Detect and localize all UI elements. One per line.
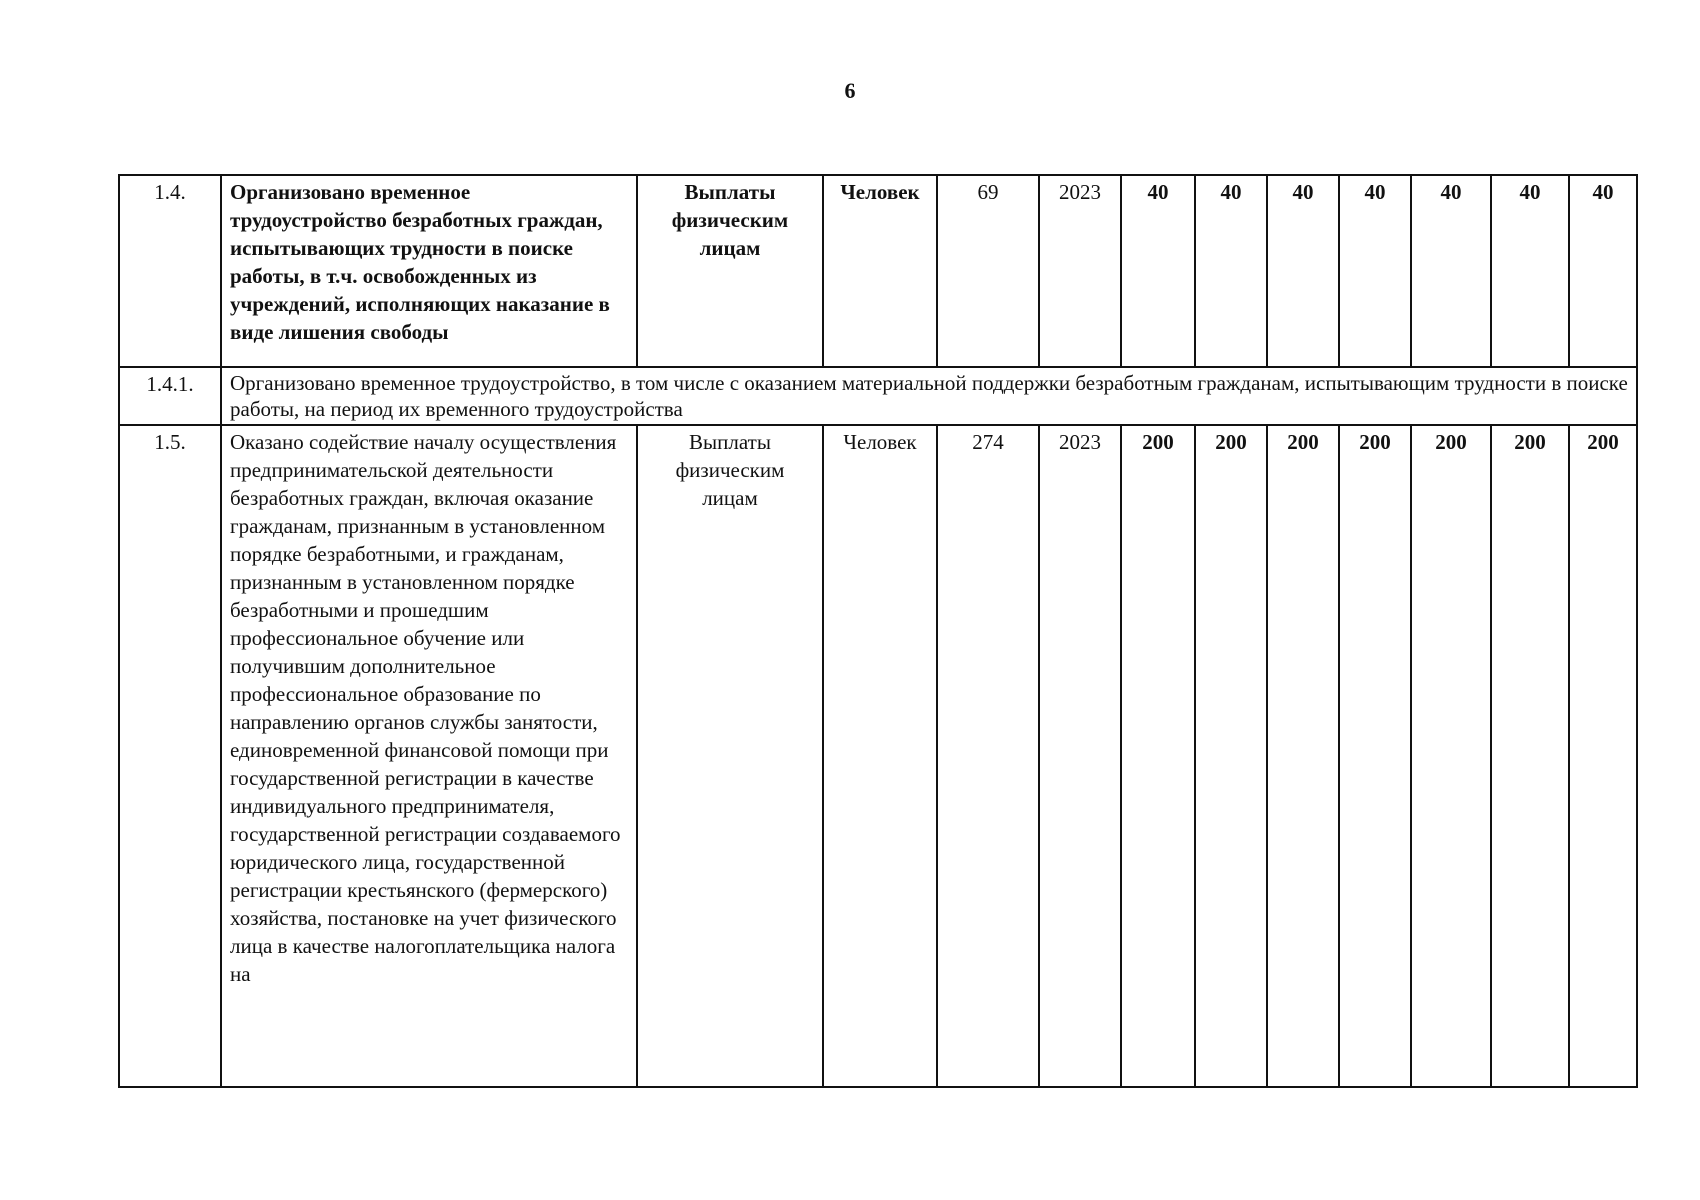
row-number: 1.4. [119,175,221,367]
unit: Человек [823,425,937,1087]
row-description: Организовано временное трудоустройство, в том числе с оказанием материальной поддержки безработным гражданам, испытывающим трудности в поиске работы, на период их временного трудоустройства [221,367,1637,425]
value-cell: 200 [1339,425,1411,1087]
value-cell: 40 [1491,175,1569,367]
base-year: 2023 [1039,175,1121,367]
row-number: 1.5. [119,425,221,1087]
payment-type: Выплаты физическим лицам [637,175,823,367]
value-cell: 200 [1267,425,1339,1087]
value-cell: 200 [1411,425,1491,1087]
base-value: 274 [937,425,1039,1087]
value-cell: 200 [1569,425,1637,1087]
unit: Человек [823,175,937,367]
base-year: 2023 [1039,425,1121,1087]
table-row [119,367,1637,425]
row-description: Организовано временное трудоустройство безработных граждан, испытывающих трудности в поиске работы, в т.ч. освобожденных из учреждений, исполняющих наказание в виде лишения свободы [221,175,637,367]
indicators-table [118,174,1638,1088]
base-value: 69 [937,175,1039,367]
value-cell: 200 [1121,425,1195,1087]
value-cell: 200 [1491,425,1569,1087]
payment-type: Выплаты физическим лицам [637,425,823,1087]
table-row [119,175,1637,367]
value-cell: 40 [1195,175,1267,367]
row-number: 1.4.1. [119,367,221,425]
row-description: Оказано содействие началу осуществления предпринимательской деятельности безработных граждан, включая оказание гражданам, признанным в установленном порядке безработными, и гражданам, признанным в установленном порядке безработными и прошедшим профессиональное обучение или получившим дополнительное профессиональное образование по направлению органов службы занятости, единовременной финансовой помощи при государственной регистрации в качестве индивидуального предпринимателя, государственной регистрации создаваемого юридического лица, государственной регистрации крестьянского (фермерского) хозяйства, постановке на учет физического лица в качестве налогоплательщика налога на [221,425,637,1087]
value-cell: 40 [1267,175,1339,367]
value-cell: 200 [1195,425,1267,1087]
page-number: 6 [844,78,856,103]
value-cell: 40 [1121,175,1195,367]
table-row [119,425,1637,1087]
value-cell: 40 [1569,175,1637,367]
value-cell: 40 [1339,175,1411,367]
value-cell: 40 [1411,175,1491,367]
